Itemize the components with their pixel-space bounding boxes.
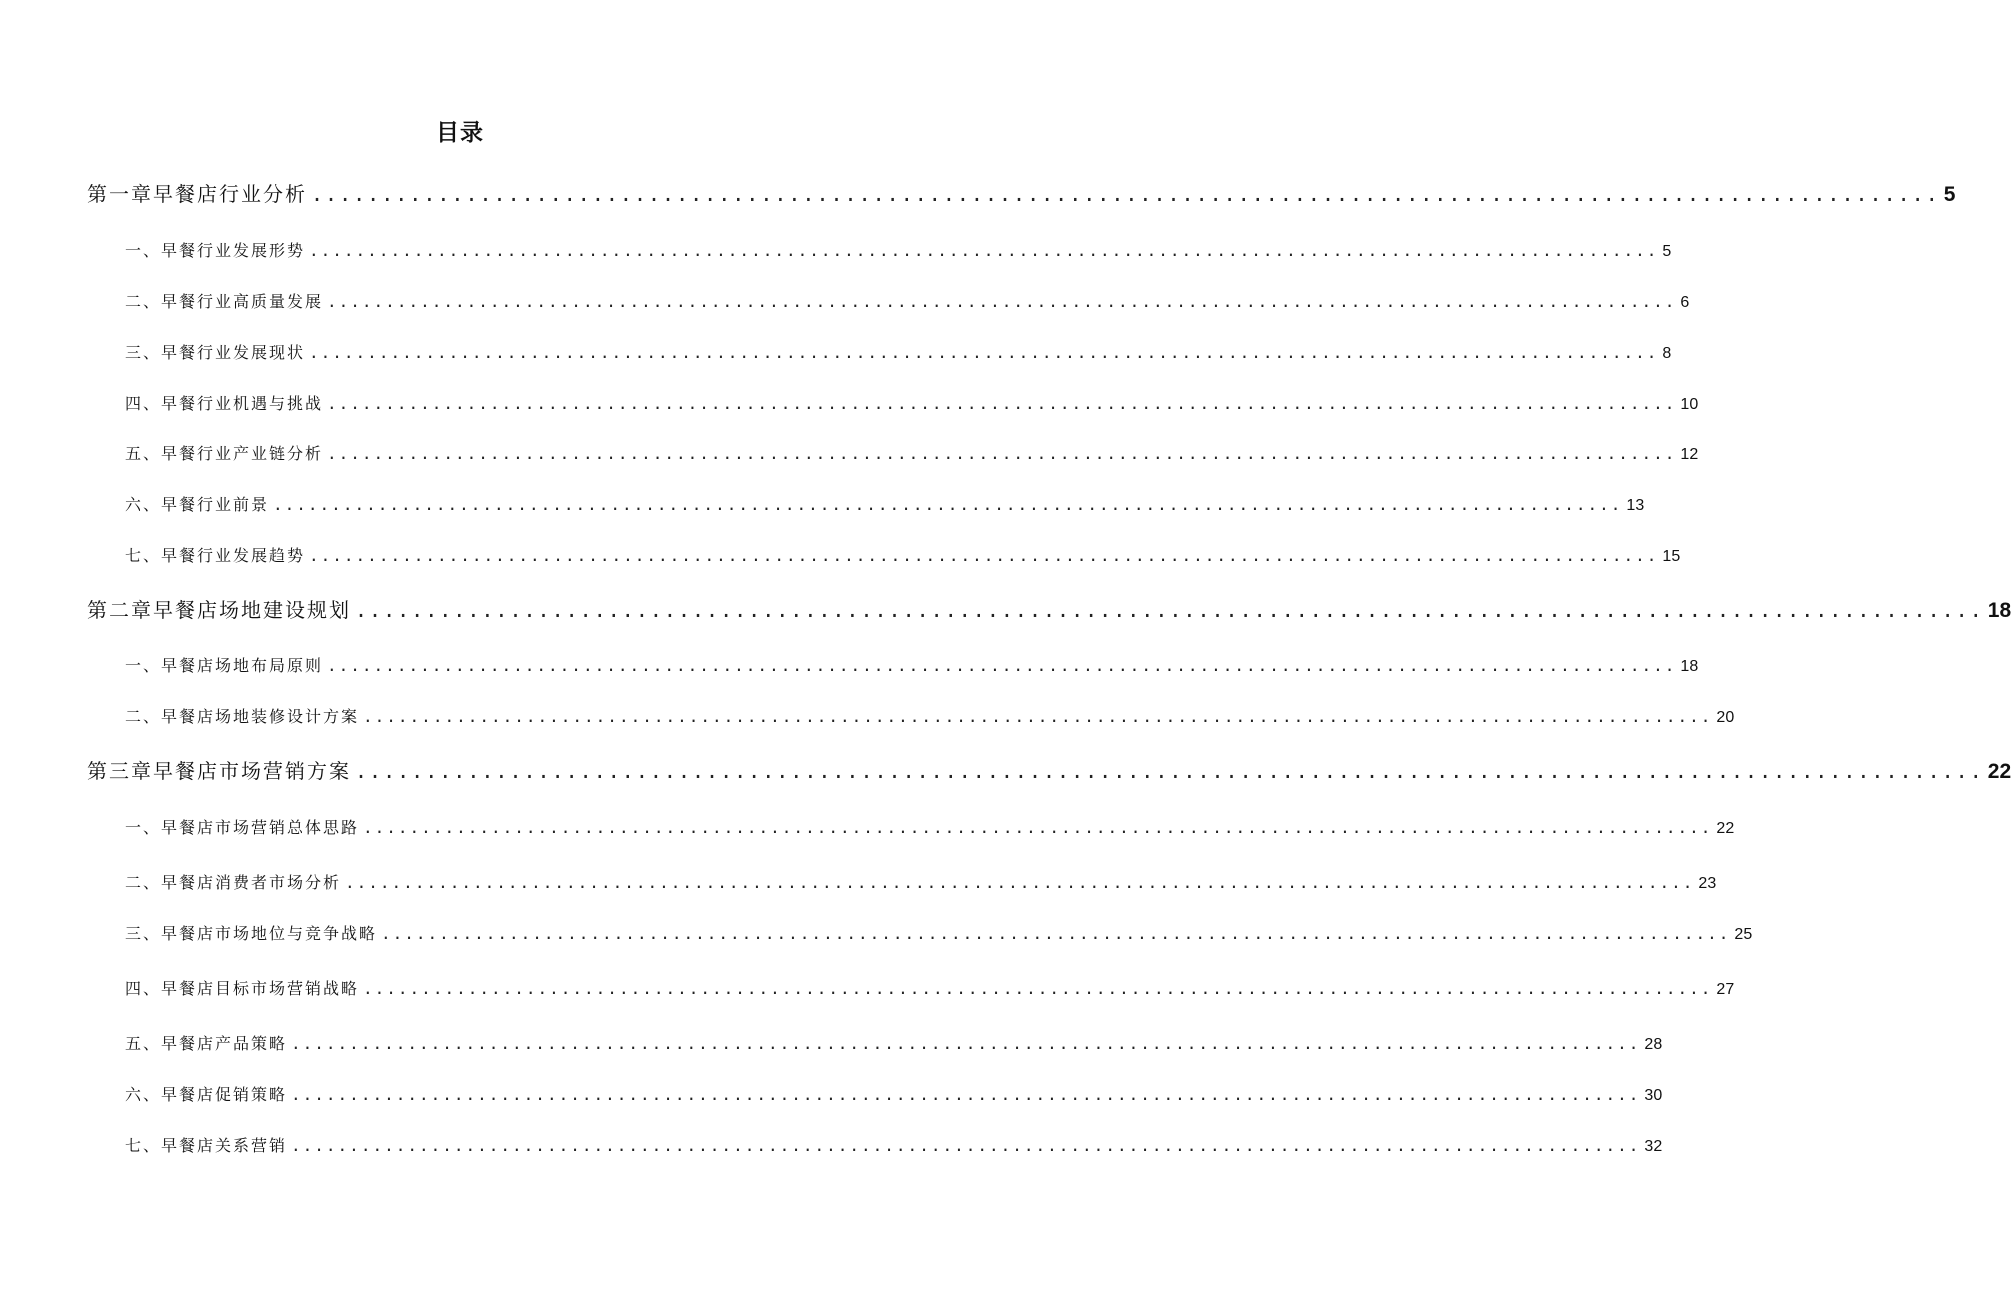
toc-page-number: 30 — [1644, 1087, 1663, 1104]
toc-page-number: 13 — [1626, 497, 1645, 514]
toc-page-number: 8 — [1662, 345, 1672, 362]
toc-section-2-1[interactable] — [125, 653, 1699, 676]
toc-page-number: 10 — [1680, 396, 1699, 413]
dot-leader: .................................................................................................................... — [355, 759, 1984, 783]
dot-leader: .................................................................................................................... — [327, 444, 1677, 463]
toc-page-number: 22 — [1716, 820, 1735, 837]
dot-leader: .................................................................................................................... — [363, 707, 1713, 726]
toc-entry-label: 一、早餐店场地布局原则 — [125, 656, 324, 675]
toc-section-2-2[interactable] — [125, 704, 1735, 727]
toc-page-number: 15 — [1662, 548, 1681, 565]
toc-section-3-5[interactable] — [125, 1031, 1663, 1054]
dot-leader: .................................................................................................................... — [363, 818, 1713, 837]
toc-section-3-4[interactable] — [125, 976, 1735, 999]
dot-leader: .................................................................................................................... — [309, 343, 1659, 362]
dot-leader: .................................................................................................................... — [291, 1085, 1641, 1104]
dot-leader: .................................................................................................................... — [327, 656, 1677, 675]
toc-page-number: 18 — [1987, 599, 2011, 622]
toc-section-1-2[interactable] — [125, 289, 1690, 312]
toc-entry-label: 七、早餐行业发展趋势 — [125, 546, 306, 565]
toc-entry-label: 七、早餐店关系营销 — [125, 1136, 288, 1155]
dot-leader: .................................................................................................................... — [273, 495, 1623, 514]
toc-entry-label: 五、早餐店产品策略 — [125, 1034, 288, 1053]
toc-page-number: 23 — [1698, 875, 1717, 892]
toc-page-number: 18 — [1680, 658, 1699, 675]
dot-leader: .................................................................................................................... — [309, 241, 1659, 260]
toc-section-3-2[interactable] — [125, 870, 1717, 893]
toc-entry-label: 二、早餐店消费者市场分析 — [125, 873, 342, 892]
toc-entry-label: 五、早餐行业产业链分析 — [125, 444, 324, 463]
toc-entry-label: 四、早餐行业机遇与挑战 — [125, 394, 324, 413]
toc-entry-label: 第三章早餐店市场营销方案 — [87, 759, 351, 783]
dot-leader: .................................................................................................................... — [363, 979, 1713, 998]
toc-entry-label: 三、早餐行业发展现状 — [125, 343, 306, 362]
dot-leader: .................................................................................................................... — [327, 292, 1677, 311]
toc-section-3-7[interactable] — [125, 1133, 1663, 1156]
toc-entry-label: 一、早餐店市场营销总体思路 — [125, 818, 360, 837]
toc-section-1-7[interactable] — [125, 543, 1681, 566]
dot-leader: .................................................................................................................... — [291, 1034, 1641, 1053]
toc-entry-label: 二、早餐店场地装修设计方案 — [125, 707, 360, 726]
toc-chapter-1[interactable] — [87, 178, 1956, 207]
toc-section-1-4[interactable] — [125, 391, 1699, 414]
toc-entry-label: 六、早餐店促销策略 — [125, 1085, 288, 1104]
toc-page-number: 5 — [1943, 183, 1956, 206]
dot-leader: .................................................................................................................... — [355, 598, 1984, 622]
toc-chapter-3[interactable] — [87, 755, 2011, 784]
toc-page-number: 22 — [1987, 760, 2011, 783]
toc-chapter-2[interactable] — [87, 594, 2011, 623]
toc-page-number: 28 — [1644, 1036, 1663, 1053]
dot-leader: .................................................................................................................... — [327, 394, 1677, 413]
toc-entry-label: 二、早餐行业高质量发展 — [125, 292, 324, 311]
toc-entry-label: 三、早餐店市场地位与竞争战略 — [125, 924, 378, 943]
toc-section-1-1[interactable] — [125, 238, 1672, 261]
dot-leader: .................................................................................................................... — [381, 924, 1731, 943]
toc-page-number: 6 — [1680, 294, 1690, 311]
toc-entry-label: 第二章早餐店场地建设规划 — [87, 598, 351, 622]
toc-entry-label: 一、早餐行业发展形势 — [125, 241, 306, 260]
toc-section-3-6[interactable] — [125, 1082, 1663, 1105]
toc-entry-label: 四、早餐店目标市场营销战略 — [125, 979, 360, 998]
toc-page-number: 5 — [1662, 243, 1672, 260]
dot-leader: .................................................................................................................... — [291, 1136, 1641, 1155]
toc-entry-label: 第一章早餐店行业分析 — [87, 182, 307, 206]
dot-leader: .................................................................................................................... — [345, 873, 1695, 892]
toc-page-number: 12 — [1680, 446, 1699, 463]
toc-section-1-5[interactable] — [125, 441, 1699, 464]
toc-section-1-6[interactable] — [125, 492, 1645, 515]
toc-section-3-1[interactable] — [125, 815, 1735, 838]
toc-entry-label: 六、早餐行业前景 — [125, 495, 270, 514]
dot-leader: .................................................................................................................... — [309, 546, 1659, 565]
toc-page-number: 25 — [1734, 926, 1753, 943]
toc-page-number: 20 — [1716, 709, 1735, 726]
page-title: 目录 — [436, 120, 484, 146]
toc-page-number: 32 — [1644, 1138, 1663, 1155]
dot-leader: .................................................................................................................... — [311, 182, 1940, 206]
toc-page-number: 27 — [1716, 981, 1735, 998]
toc-section-3-3[interactable] — [125, 921, 1753, 944]
toc-section-1-3[interactable] — [125, 340, 1672, 363]
